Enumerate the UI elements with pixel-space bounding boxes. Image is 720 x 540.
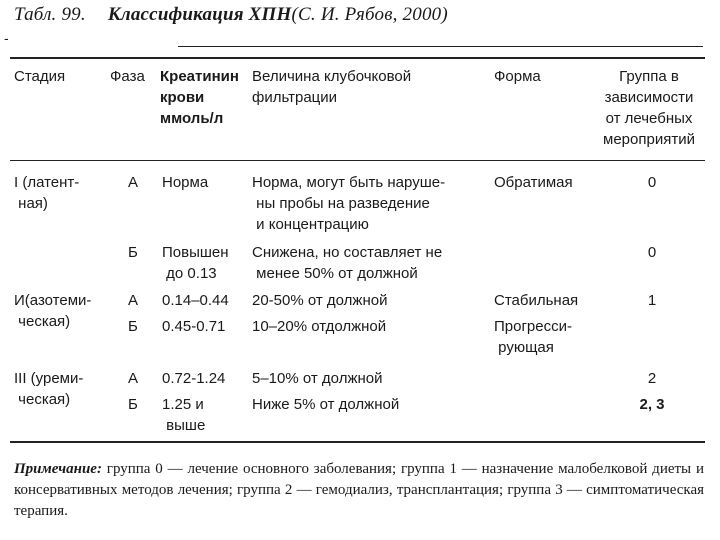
row2-phase: Б bbox=[128, 244, 138, 261]
row5-gfr: 5–10% от должной bbox=[252, 370, 383, 387]
note-heading: Примечание: bbox=[14, 461, 102, 477]
row2-group: 0 bbox=[647, 244, 657, 261]
table-number: Табл. 99. bbox=[14, 4, 86, 25]
row6-phase: Б bbox=[128, 396, 138, 413]
row4-creatinine: 0.45-0.71 bbox=[162, 318, 226, 335]
header-group: Группа в зависимости от лечебных мероприятий bbox=[603, 68, 695, 148]
row1-phase: А bbox=[128, 174, 139, 191]
row1-group: 0 bbox=[647, 174, 657, 191]
row2-creatinine: Повышен до 0.13 bbox=[162, 244, 229, 282]
table-title bbox=[14, 4, 448, 26]
margin-mark: - bbox=[4, 30, 9, 46]
header-form: Форма bbox=[494, 68, 541, 85]
row3-creatinine: 0.14–0.44 bbox=[162, 292, 229, 309]
row3-stage: И(азотеми- ческая) bbox=[14, 292, 92, 330]
row3-group: 1 bbox=[647, 292, 657, 309]
row1-stage: I (латент- ная) bbox=[14, 174, 80, 212]
row1-gfr: Норма, могут быть наруше- ны пробы на разведение и концентрацию bbox=[252, 174, 446, 233]
row1-creatinine: Норма bbox=[162, 174, 209, 191]
row5-phase: А bbox=[128, 370, 139, 387]
row6-group: 2, 3 bbox=[639, 396, 665, 413]
row4-phase: Б bbox=[128, 318, 138, 335]
row3-form: Стабильная bbox=[494, 292, 579, 309]
row1-form: Обратимая bbox=[494, 174, 573, 191]
row5-stage: III (уреми- ческая) bbox=[14, 370, 84, 408]
header-creatinine: Креатинин крови ммоль/л bbox=[160, 68, 239, 127]
row2-gfr: Снижена, но составляет не менее 50% от должной bbox=[252, 244, 443, 282]
header-rule bbox=[10, 160, 705, 161]
header-gfr: Величина клубочковой фильтрации bbox=[252, 68, 412, 106]
table-name: Классификация ХПН bbox=[107, 4, 292, 25]
top-short-rule bbox=[178, 46, 703, 47]
header-phase: Фаза bbox=[110, 68, 145, 85]
row6-gfr: Ниже 5% от должной bbox=[252, 396, 400, 413]
header-stage: Стадия bbox=[14, 68, 66, 85]
row4-form: Прогресси- рующая bbox=[494, 318, 572, 356]
row5-creatinine: 0.72-1.24 bbox=[162, 370, 226, 387]
row5-group: 2 bbox=[647, 370, 657, 387]
bottom-rule bbox=[10, 441, 705, 443]
row3-gfr: 20-50% от должной bbox=[252, 292, 388, 309]
table-source: (С. И. Рябов, 2000) bbox=[291, 4, 448, 25]
row6-creatinine: 1.25 и выше bbox=[162, 396, 206, 434]
top-rule bbox=[10, 57, 705, 59]
table-note bbox=[14, 459, 704, 522]
row3-phase: А bbox=[128, 292, 139, 309]
note-text: группа 0 — лечение основного заболевания; группа 1 — назначение малобелковой диеты и консервативных методов лечения; группа 2 — гемодиализ, трансплантация; группа 3 — симптоматическая терапия. bbox=[14, 461, 705, 519]
row4-gfr: 10–20% отдолжной bbox=[252, 318, 387, 335]
